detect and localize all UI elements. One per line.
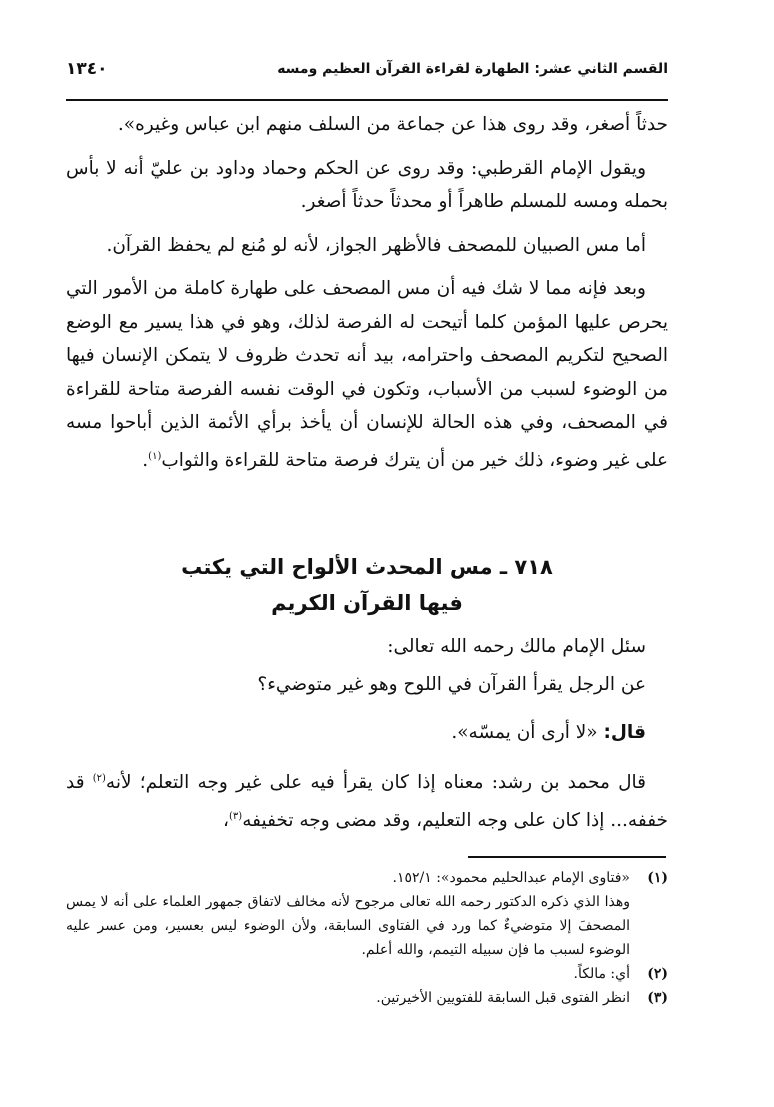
footnote-marker-1: (١): [148, 450, 162, 462]
footnotes: [66, 866, 668, 1010]
footnote-text: «فتاوى الإمام عبدالحليم محمود»: ١٥٢/١.: [392, 870, 630, 886]
paragraph-3: أما مس الصبيان للمصحف فالأظهر الجواز، لأنه لو مُنع لم يحفظ القرآن.: [106, 234, 646, 256]
question-text: عن الرجل يقرأ القرآن في اللوح وهو غير متوضيء؟: [257, 674, 646, 695]
paragraph-1: حدثاً أصغر، وقد روى هذا عن جماعة من السلف منهم ابن عباس وغيره».: [117, 114, 668, 135]
question-block: [66, 628, 668, 752]
running-title: القسم الثاني عشر: الطهارة لقراءة القرآن العظيم ومسه: [277, 61, 668, 77]
paragraph-4-text: وبعد فإنه مما لا شك فيه أن مس المصحف على طهارة كاملة من الأمور التي يحرص عليها المؤمن كلما أتيحت له الفرصة لذلك، وهو في هذا يسير مع الوضع الصحيح لتكريم المصحف واحترامه، بيد أنه تحدث ظروف لا يتمكن الإنسان فيها من الوضوء لسبب من الأسباب، وتكون في الوقت نفسه الفرصة متاحة للقراءة في المصحف، وفي هذه الحالة للإنسان أن يأخذ برأي الأئمة الذين أباحوا مسه على غير وضوء، ذلك خير من أن يترك فرصة متاحة للقراءة والثواب: [66, 278, 669, 471]
footnote-3: [66, 986, 668, 1010]
commentary-paragraph: [66, 762, 668, 837]
footnote-text: أي: مالكاً.: [573, 966, 630, 982]
footnote-text: وهذا الذي ذكره الدكتور رحمه الله تعالى مرجوح لأنه مخالف لاتفاق جمهور العلماء على أنه لا يمس المصحفَ إلا متوضيءٌ كما ورد في الفتاوى السابقة، ولأن الوضوء ليس بعسير، ومن عسر عليه الوضوء لسبب ما فإن سبيله التيمم، والله أعلم.: [66, 894, 630, 958]
footnote-rule: [468, 856, 666, 858]
footnote-number: (٢): [647, 966, 668, 982]
footnote-1: [66, 866, 668, 890]
paragraph-4-end: .: [142, 449, 149, 471]
section-heading-line-1: ٧١٨ ـ مس المحدث الألواح التي يكتب: [181, 555, 553, 579]
answer-line: [66, 714, 668, 752]
commentary-part-3: ،: [223, 809, 230, 831]
footnote-marker-2: (٢): [92, 773, 106, 784]
footnote-number: (٣): [647, 990, 668, 1006]
section-heading-line-2: فيها القرآن الكريم: [271, 591, 463, 615]
answer-label: قال:: [603, 722, 646, 743]
answer-text: «لا أرى أن يمسّه».: [451, 722, 604, 743]
footnote-2: [66, 962, 668, 986]
footnote-1-continuation: [66, 890, 668, 962]
question-intro: سئل الإمام مالك رحمه الله تعالى:: [387, 636, 646, 657]
commentary-part-2: قد خففه... إذا كان على وجه التعليم، وقد مضى وجه تخفيفه: [66, 772, 668, 831]
paragraph-2: ويقول الإمام القرطبي: وقد روى عن الحكم وحماد وداود بن عليّ أنه لا بأس بحمله ومسه للمسلم طاهراً أو محدثاً حدثاً أصغر.: [66, 157, 668, 212]
footnote-text: انظر الفتوى قبل السابقة للفتويين الأخيرتين.: [376, 990, 630, 1006]
footnote-marker-3: (٣): [229, 810, 243, 822]
header-rule: [66, 99, 668, 101]
page-number: ١٣٤٠: [66, 59, 108, 79]
paragraph-4: [66, 272, 668, 477]
commentary-part-1: قال محمد بن رشد: معناه إذا كان يقرأ فيه على غير وجه التعلم؛ لأنه: [105, 772, 646, 794]
commentary-block: [66, 762, 668, 837]
footnote-number: (١): [647, 870, 668, 886]
body-text: [66, 108, 668, 477]
page-header: [66, 52, 668, 86]
